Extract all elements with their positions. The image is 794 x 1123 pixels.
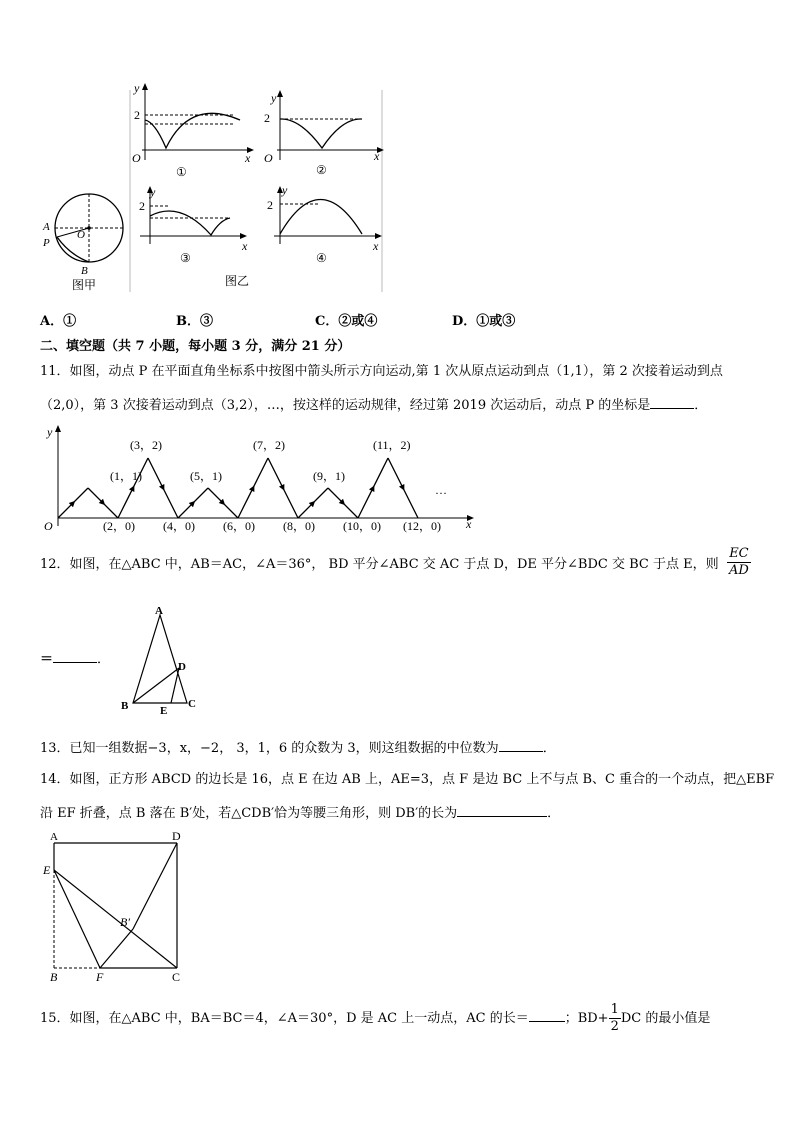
q14-answer-blank[interactable] <box>457 802 547 817</box>
graph-3 <box>139 185 248 265</box>
q11-x-label: x <box>466 517 472 531</box>
graph2-origin: O <box>264 151 273 165</box>
graph3-x-label: x <box>242 239 248 253</box>
q14-line2 <box>40 802 560 824</box>
q13-text-main: 13．已知一组数据−3，x，−2， 3，1，6 的众数为 3，则这组数据的中位数为 <box>40 741 499 756</box>
graph4-y-label: y <box>282 183 288 197</box>
q11-origin: O <box>44 519 53 533</box>
q15-answer-blank[interactable] <box>529 1007 565 1022</box>
q11-y-label: y <box>47 425 53 439</box>
q12-label-c: C <box>188 698 196 710</box>
q11-base-2: (2，0) <box>103 519 135 533</box>
circle-label-a: A <box>43 221 50 233</box>
q14-label-b-prime: B′ <box>120 915 130 929</box>
q14-line1: 14．如图，正方形 ABCD 的边长是 16，点 E 在边 AB 上，AE=3，点 F 是边 BC 上不与点 B、C 重合的一个动点，把△EBF <box>40 772 775 787</box>
option-a[interactable] <box>40 312 76 332</box>
q15-fraction <box>609 1002 621 1035</box>
q11-peak-1: (1，1) <box>110 469 142 483</box>
q14-label-f: F <box>96 970 104 984</box>
option-b-value: ③ <box>200 314 214 329</box>
option-d[interactable] <box>452 312 515 332</box>
graph1-max-label: 2 <box>134 108 140 122</box>
q13-answer-blank[interactable] <box>499 737 543 752</box>
option-d-value: ①或③ <box>476 314 516 329</box>
circle-label-o: O <box>77 229 85 241</box>
q15-mid: ；BD+ <box>564 1011 609 1026</box>
option-c[interactable] <box>315 312 377 332</box>
option-c-value: ②或④ <box>338 314 378 329</box>
q13-period: ． <box>542 741 556 756</box>
q14-label-e: E <box>43 863 51 877</box>
q11-base-10: (10，0) <box>343 519 381 533</box>
graph2-max-label: 2 <box>264 111 270 125</box>
option-b-letter: B． <box>176 314 200 329</box>
q11-peak-11: (11，2) <box>373 438 411 452</box>
q12-label-e: E <box>160 705 168 717</box>
q14-label-d: D <box>172 829 181 843</box>
q11-base-8: (8，0) <box>283 519 315 533</box>
graph4-max-label: 2 <box>267 198 273 212</box>
q11-peak-3: (3，2) <box>130 438 162 452</box>
caption-left: 图甲 <box>72 278 97 292</box>
q15-text <box>40 1002 710 1035</box>
option-a-value: ① <box>63 314 77 329</box>
q12-label-a: A <box>155 605 163 617</box>
q11-base-12: (12，0) <box>403 519 441 533</box>
option-d-letter: D． <box>452 314 477 329</box>
q12-text-main: 12．如图，在△ABC 中，AB＝AC，∠A＝36°， BD 平分∠ABC 交 AC 于点 D，DE 平分∠BDC 交 BC 于点 E，则 <box>40 557 719 572</box>
q12-period: ． <box>97 652 111 667</box>
q15-text-main: 15．如图，在△ABC 中，BA＝BC＝4，∠A＝30°，D 是 AC 上一动点，AC 的长＝ <box>40 1011 529 1026</box>
q11-line2 <box>40 394 707 416</box>
q12-frac-num: EC <box>727 546 751 563</box>
q12-label-d: D <box>178 661 186 673</box>
q11-peak-5: (5，1) <box>190 469 222 483</box>
q14-period: ． <box>547 806 561 821</box>
q11-base-4: (4，0) <box>163 519 195 533</box>
graph1-y-label: y <box>134 81 140 95</box>
graph3-number: ③ <box>180 251 191 265</box>
graph4-number: ④ <box>316 251 327 265</box>
q11-peak-9: (9，1) <box>313 469 345 483</box>
graph3-y-label: y <box>150 185 156 199</box>
q14-label-a: A <box>50 831 58 843</box>
q12-text <box>40 555 719 575</box>
zigzag-path <box>58 458 418 518</box>
q11-zigzag-figure <box>40 422 480 537</box>
circle-label-b: B <box>81 265 88 277</box>
q11-line2-text: （2,0），第 3 次接着运动到点（3,2），…，按这样的运动规律，经过第 2019 次运动后，动点 P 的坐标是 <box>40 398 651 413</box>
q15-frac-num: 1 <box>610 1002 619 1017</box>
q12-label-b: B <box>121 700 129 712</box>
graph-2 <box>264 90 384 177</box>
q11-base-6: (6，0) <box>223 519 255 533</box>
graph4-x-label: x <box>373 239 379 253</box>
circle-label-p: P <box>43 237 50 249</box>
graph2-x-label: x <box>374 149 380 163</box>
graph-4 <box>267 183 382 265</box>
q12-answer-line <box>40 648 110 670</box>
section-header: 二、填空题（共 7 小题，每小题 3 分，满分 21 分） <box>40 339 351 354</box>
q13-text <box>40 737 556 759</box>
graph1-x-label: x <box>245 151 251 165</box>
q15-frac-den: 2 <box>610 1019 619 1034</box>
q11-answer-blank[interactable] <box>650 394 694 409</box>
q14-line2-text: 沿 EF 折叠，点 B 落在 B′处，若△CDB′恰为等腰三角形，则 DB′的长为 <box>40 806 458 821</box>
q14-label-c: C <box>172 970 181 984</box>
q12-eq: ＝ <box>40 652 54 667</box>
q11-ellipsis: … <box>435 483 447 497</box>
q12-answer-blank[interactable] <box>53 648 97 663</box>
q12-frac-den: AD <box>729 563 749 578</box>
graph1-origin: O <box>132 151 141 165</box>
q12-fraction <box>727 546 751 579</box>
q12-triangle-figure <box>115 603 205 718</box>
q11-peak-7: (7，2) <box>253 438 285 452</box>
graph2-y-label: y <box>271 91 277 105</box>
q11-period: ． <box>694 398 708 413</box>
figure-graphs <box>30 80 400 295</box>
graph2-number: ② <box>316 163 327 177</box>
option-a-letter: A． <box>40 314 64 329</box>
q14-square-figure <box>40 826 190 986</box>
q15-tail: DC 的最小值是 <box>620 1011 711 1026</box>
graph1-number: ① <box>176 165 187 179</box>
q11-line1: 11．如图，动点 P 在平面直角坐标系中按图中箭头所示方向运动,第 1 次从原点运动到点（1,1），第 2 次接着运动到点 <box>40 364 723 379</box>
circle-figure <box>42 194 123 292</box>
graph3-max-label: 2 <box>139 199 145 213</box>
option-c-letter: C． <box>315 314 339 329</box>
caption-right: 图乙 <box>225 274 250 288</box>
option-b[interactable] <box>176 312 213 332</box>
q14-label-b: B <box>50 970 58 984</box>
graph-1 <box>132 81 254 179</box>
